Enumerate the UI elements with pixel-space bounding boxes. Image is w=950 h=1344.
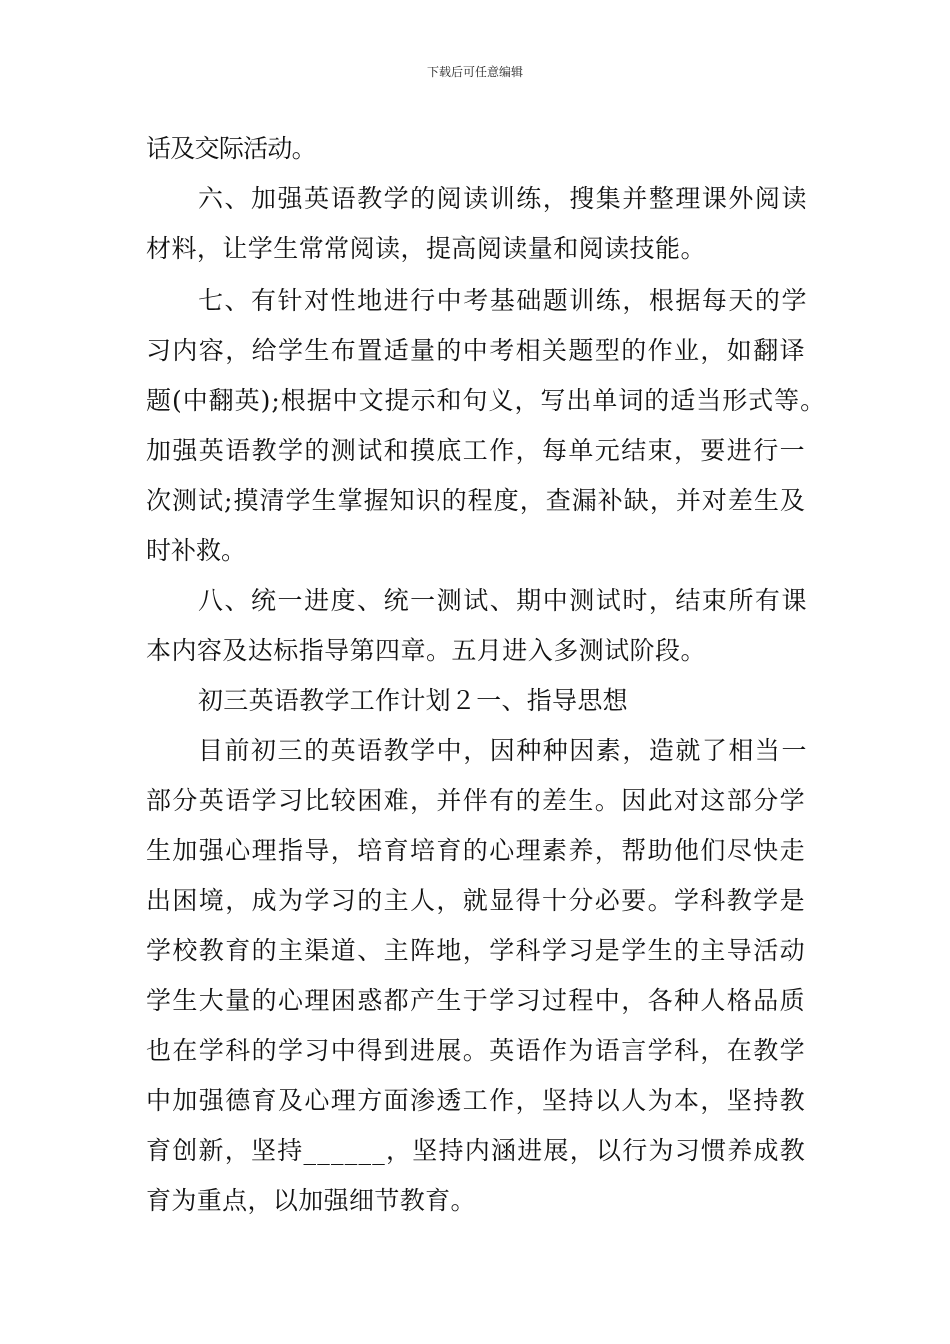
text-line: 材料，让学生常常阅读，提高阅读量和阅读技能。 xyxy=(146,234,706,263)
text-line: 七、有针对性地进行中考基础题训练，根据每天的学 xyxy=(198,286,808,315)
text-line: 中加强德育及心理方面渗透工作，坚持以人为本，坚持教 xyxy=(146,1086,807,1115)
text-line: 时补救。 xyxy=(146,536,247,565)
section-title: 初三英语教学工作计划２一、指导思想 xyxy=(198,686,628,715)
page-header: 下载后可任意编辑 xyxy=(426,65,523,79)
text-line: 学校教育的主渠道、主阵地，学科学习是学生的主导活动 xyxy=(146,936,807,965)
text-line: 题(中翻英);根据中文提示和句义，写出单词的适当形式等。 xyxy=(146,386,827,415)
text-line: 次测试;摸清学生掌握知识的程度，查漏补缺，并对差生及 xyxy=(146,486,806,515)
text-line: 习内容，给学生布置适量的中考相关题型的作业，如翻译 xyxy=(146,336,807,365)
text-line: 六、加强英语教学的阅读训练，搜集并整理课外阅读 xyxy=(198,184,808,213)
text-line: 学生大量的心理困惑都产生于学习过程中，各种人格品质 xyxy=(146,986,807,1015)
text-line: 育创新，坚持______，坚持内涵进展，以行为习惯养成教 xyxy=(146,1136,807,1165)
text-line: 出困境，成为学习的主人，就显得十分必要。学科教学是 xyxy=(146,886,807,915)
text-line: 部分英语学习比较困难，并伴有的差生。因此对这部分学 xyxy=(146,786,807,815)
text-line: 八、统一进度、统一测试、期中测试时，结束所有课 xyxy=(198,586,808,615)
text-line: 话及交际活动。 xyxy=(146,134,316,163)
text-line: 本内容及达标指导第四章。五月进入多测试阶段。 xyxy=(146,636,706,665)
text-line: 育为重点，以加强细节教育。 xyxy=(146,1186,476,1215)
text-line: 也在学科的学习中得到进展。英语作为语言学科，在教学 xyxy=(146,1036,807,1065)
text-line: 加强英语教学的测试和摸底工作，每单元结束，要进行一 xyxy=(146,436,807,465)
text-line: 目前初三的英语教学中，因种种因素，造就了相当一 xyxy=(198,736,808,765)
text-line: 生加强心理指导，培育培育的心理素养，帮助他们尽快走 xyxy=(146,836,807,865)
